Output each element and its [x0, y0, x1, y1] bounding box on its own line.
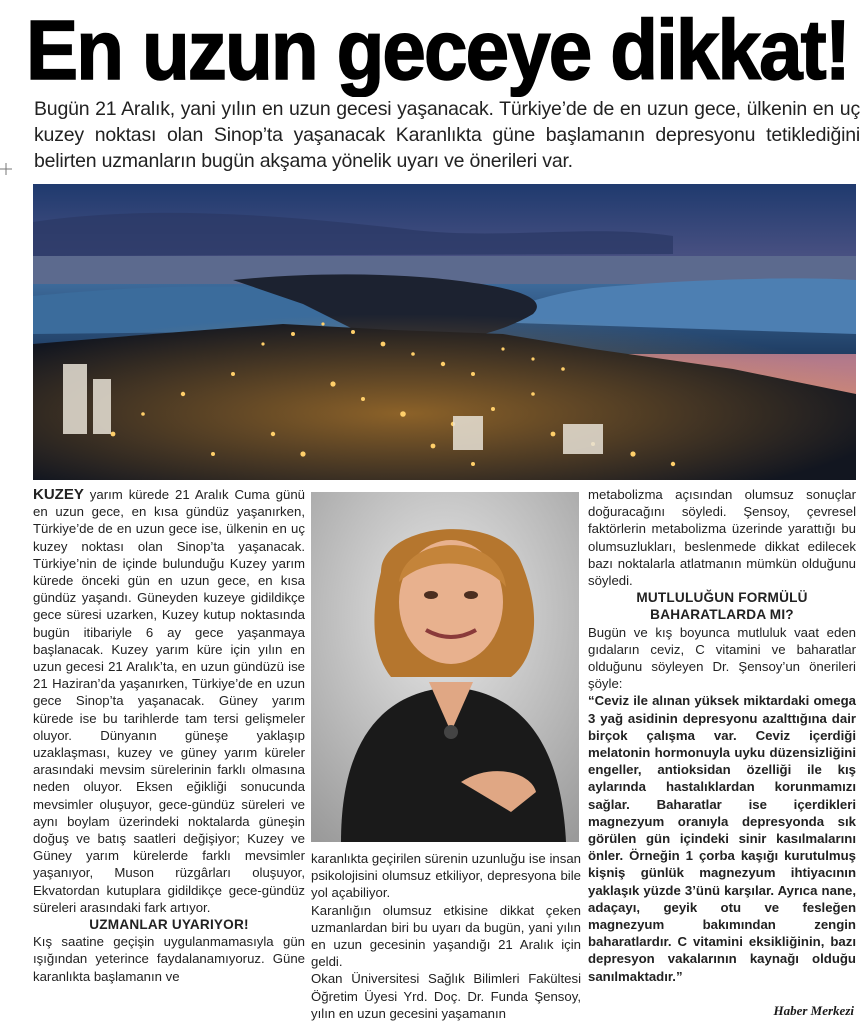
column-2 — [311, 850, 581, 1022]
col2-text-3: Okan Üniversitesi Sağlık Bilimleri Fakültesi Öğretim Üyesi Yrd. Doç. Dr. Funda Şensoy, yılın en uzun gecesini yaşamanın — [311, 971, 581, 1021]
crop-mark-icon — [0, 163, 12, 175]
subheading-experts: UZMANLAR UYARIYOR! — [89, 917, 249, 933]
col3-text-2: Bugün ve kış boyunca mutluluk vaat eden gıdaların ceviz, C vitamini ve baharatlar olduğunu söyleyen Dr. Şensoy’un önerileri şöyle: — [588, 624, 856, 692]
subheading-happiness: MUTLULUĞUN FORMÜLÜ BAHARATLARDA MI? — [636, 590, 808, 623]
col2-text-2: Karanlığın olumsuz etkisine dikkat çeken uzmanlardan biri bu uyarı da bugün, yani yılın en uzun gecesinin yaşandığı 21 Aralık için geldi. — [311, 902, 581, 970]
portrait-photo — [311, 492, 579, 842]
expert-quote: “Ceviz ile alınan yüksek miktardaki omega 3 yağ asidinin depresyonu azalttığına dair birçok çalışma var. Ceviz içerdiği melatonin hormonuyla uyku düzensizliğini engeller, antioksidan özelliği ile kış aylarında hastalıklardan korunmamızı sağlar. Baharatlar ise içerdikleri magnezyum oranıyla depresyonda sık görülen gün içindeki sinir kasılmalarını önler. Örneğin 1 çorba kaşığı kurutulmuş kişniş günlük magnezyum ihtiyacının yaklaşık yüzde 3’ünü karşılar. Ayrıca nane, adaçayı, geyik otu ve fesleğen magnezyum bakımından zengin baharatlardır. C vitamini eksikliğinin, bazı depresyon vakalarının kaynağı olduğu sanılmaktadır.” — [588, 693, 856, 984]
col2-text-1: karanlıkta geçirilen sürenin uzunluğu ise insan psikolojisini olumsuz etkiliyor, depresyona bile yol açabiliyor. — [311, 851, 581, 901]
col1-text-2: Kış saatine geçişin uygulanmamasıyla gün ışığından yeterince faydalanamıyoruz. Güne karanlıkta başlamanın ve — [33, 934, 305, 984]
col1-text: yarım kürede 21 Aralık Cuma günü en uzun gece, en kısa gündüz yaşanırken, Türkiye’de de en uzun gece ise, ülkenin en uç kuzey noktası olan Sinop’ta yaşanacak. Türkiye’nin de içinde bulunduğu Kuzey yarım kürede önceki gün en uzun gece, en kısa gündüz yaşandı. Güneyden kuzeye gidildikçe gece süresi uzarken, Kuzey kutup noktasında bugün itibariyle 6 ay gece yaşanmaya başlanacak. Kuzey yarım küre için yılın en uzun gecesi 21 Aralık’ta, en uzun gündüzü ise 21 Haziran’da yaşanırken, Türkiye’de en uzun gece Sinop’ta yaşanacak. Güney yarım kürede ise bu tarihlerde tam tersi gelişmeler oluyor. Dünyanın güneşe yaklaşıp uzaklaşması, kuzey ve güney yarım küreler arasındaki mevsim sürelerinin farklı olmasına neden oluyor. Eksen eğikliği sonucunda mevsimler oluşuyor, gece-gündüz süreleri ve aynı boylam üzerindeki noktalarda güneşin doğuş ve batış saatleri değişiyor; Kuzey ve Güney yarım kürelerde farklı mevsimler yaşanıyor, Muson rüzgârları oluşuyor, Ekvatordan kutuplara gidildikçe gece-gündüz süreleri arasındaki fark artıyor. — [33, 487, 305, 915]
column-3 — [588, 486, 856, 985]
headline: En uzun geceye dikkat! — [26, 3, 849, 97]
column-1 — [33, 486, 305, 985]
col3-text-1: metabolizma açısından olumsuz sonuçlar doğuracağını söyledi. Şensoy, çevresel faktörlerin metabolizma üzerinde yarattığı bu olumsuzlukları, beslenmede dikkat edilecek bazı noktalarla atlatmanın mümkün olduğunu söyledi. — [588, 487, 856, 589]
sinop-night-photo — [33, 184, 856, 480]
lead-keyword: KUZEY — [33, 486, 84, 503]
lead-paragraph: Bugün 21 Aralık, yani yılın en uzun gecesi yaşanacak. Türkiye’de de en uzun gece, ülkenin en uç kuzey noktası olan Sinop’ta yaşanacak Karanlıkta güne başlamanın depresyonu tetiklediğini belirten uzmanların bugün akşama yönelik uyarı ve önerileri var. — [34, 98, 860, 172]
byline: Haber Merkezi — [773, 1003, 854, 1018]
